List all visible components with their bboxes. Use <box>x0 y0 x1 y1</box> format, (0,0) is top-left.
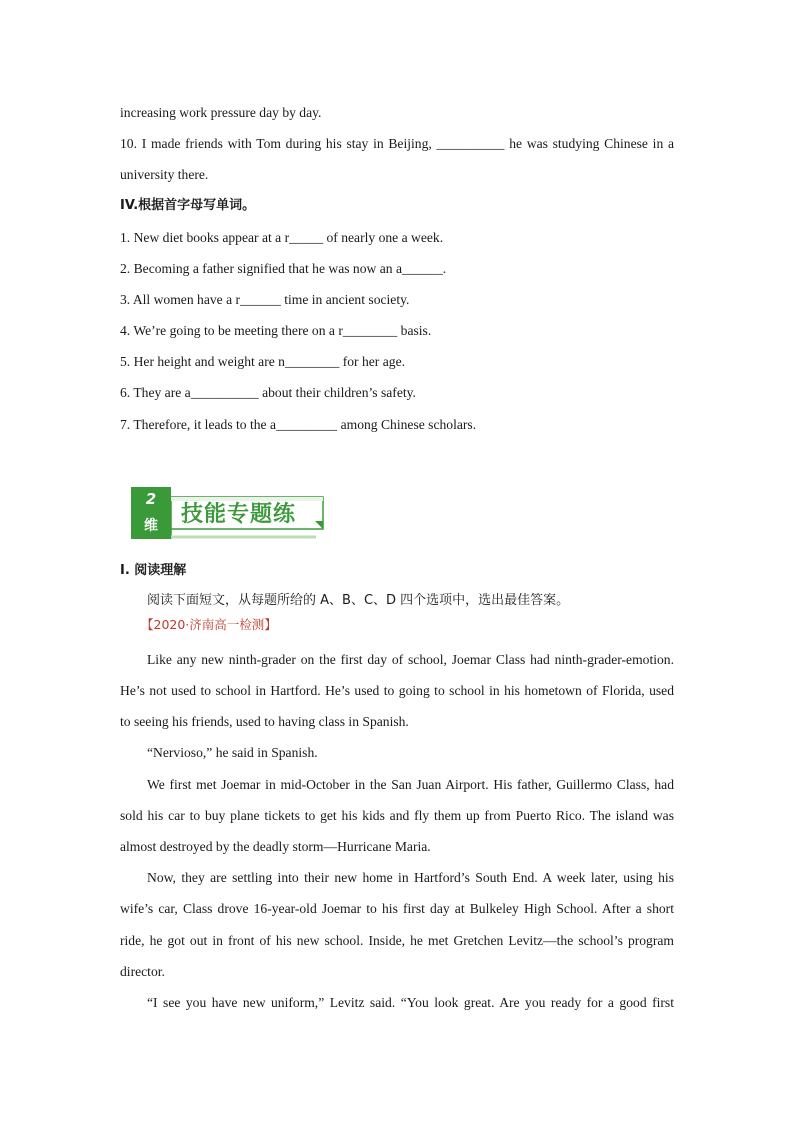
paragraph-line: to seeing his friends, used to having class in Spanish. <box>120 714 409 729</box>
paragraph-line: almost destroyed by the deadly storm—Hurricane Maria. <box>120 839 431 854</box>
list-item: 6. They are a__________ about their children’s safety. <box>120 385 416 400</box>
list-item: 7. Therefore, it leads to the a_________ among Chinese scholars. <box>120 417 477 432</box>
list-item: 3. All women have a r______ time in ancient society. <box>120 292 410 307</box>
paragraph-line: We first met Joemar in mid-October in the San Juan Airport. His father, Guillermo Class, had <box>147 777 674 792</box>
question-10-line-1: 10. I made friends with Tom during his stay in Beijing, __________ he was studying Chinese in a <box>120 136 674 151</box>
question-10-line-2: university there. <box>120 167 209 182</box>
banner-title: 技能专题练 <box>181 502 297 527</box>
instruction-text: 阅读下面短文，从每题所给的 A、B、C、D 四个选项中，选出最佳答案。 <box>147 593 570 608</box>
paragraph-line: He’s not used to school in Hartford. He’s used to going to school in his hometown of Florida, used <box>120 683 674 698</box>
list-item: 2. Becoming a father signified that he was now an a______. <box>120 261 447 276</box>
section-heading: I. 阅读理解 <box>120 563 187 578</box>
paragraph-line: “Nervioso,” he said in Spanish. <box>147 745 318 760</box>
paragraph-line: Now, they are settling into their new home in Hartford’s South End. A week later, using his <box>147 870 674 885</box>
section-heading: IV.根据首字母写单词。 <box>120 198 256 213</box>
paragraph-line: ride, he got out in front of his new school. Inside, he met Gretchen Levitz—the school’s program <box>120 933 674 948</box>
paragraph-line: Like any new ninth-grader on the first day of school, Joemar Class had ninth-grader-emotion. <box>147 652 674 667</box>
paragraph-line: director. <box>120 964 165 979</box>
source-label: 【2020·济南高一检测】 <box>141 617 277 632</box>
paragraph-line: “I see you have new uniform,” Levitz said. “You look great. Are you ready for a good first <box>147 995 674 1010</box>
banner-number: 2 <box>145 490 157 508</box>
paragraph-line: sold his car to buy plane tickets to get his kids and fly them up from Puerto Rico. The island was <box>120 808 674 823</box>
text-line: increasing work pressure day by day. <box>120 105 322 120</box>
list-item: 1. New diet books appear at a r_____ of nearly one a week. <box>120 230 444 245</box>
list-item: 5. Her height and weight are n________ for her age. <box>120 354 405 369</box>
paragraph-line: wife’s car, Class drove 16-year-old Joemar to his first day at Bulkeley High School. After a short <box>120 901 674 916</box>
list-item: 4. We’re going to be meeting there on a r________ basis. <box>120 323 432 338</box>
banner-dimension-label: 维 <box>144 518 158 534</box>
